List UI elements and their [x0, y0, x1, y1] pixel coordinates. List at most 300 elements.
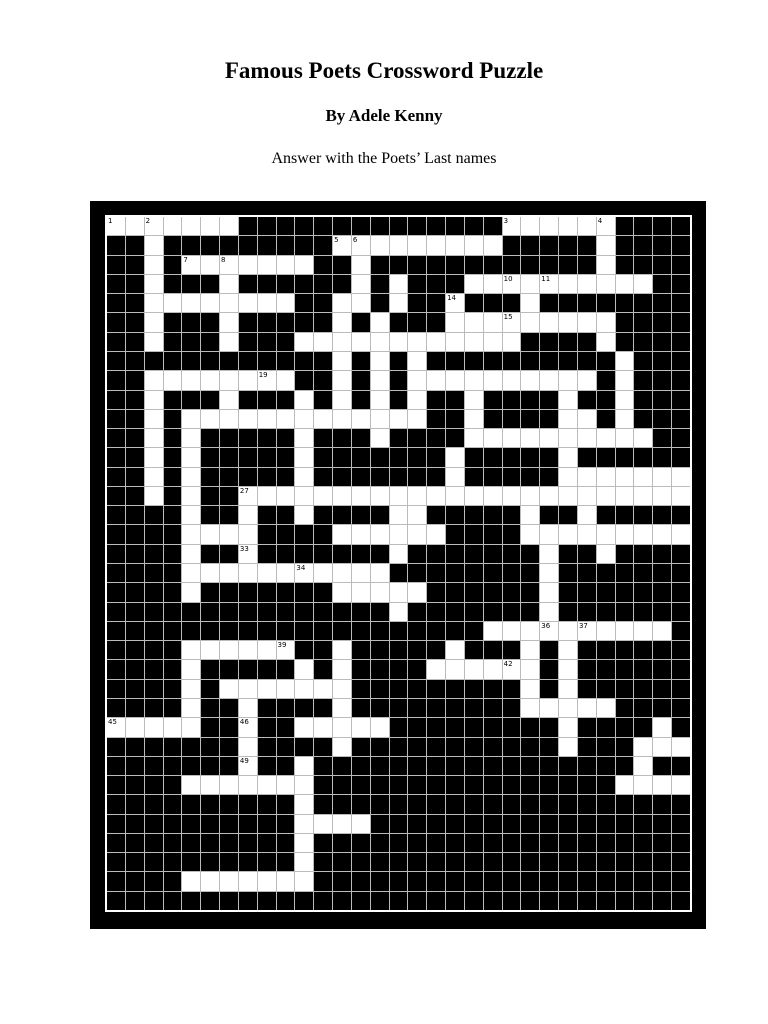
answer-cell[interactable] [408, 236, 426, 254]
answer-cell[interactable] [559, 525, 577, 543]
answer-cell[interactable] [371, 583, 389, 601]
answer-cell[interactable] [427, 525, 445, 543]
answer-cell[interactable] [597, 487, 615, 505]
answer-cell[interactable] [597, 429, 615, 447]
answer-cell[interactable] [559, 738, 577, 756]
answer-cell[interactable] [540, 622, 558, 640]
answer-cell[interactable] [333, 294, 351, 312]
answer-cell[interactable] [126, 718, 144, 736]
answer-cell[interactable] [314, 410, 332, 428]
answer-cell[interactable] [484, 236, 502, 254]
answer-cell[interactable] [333, 564, 351, 582]
answer-cell[interactable] [182, 680, 200, 698]
answer-cell[interactable] [521, 641, 539, 659]
answer-cell[interactable] [182, 660, 200, 678]
answer-cell[interactable] [540, 487, 558, 505]
answer-cell[interactable] [616, 468, 634, 486]
answer-cell[interactable] [239, 371, 257, 389]
answer-cell[interactable] [484, 313, 502, 331]
answer-cell[interactable] [521, 525, 539, 543]
answer-cell[interactable] [295, 795, 313, 813]
answer-cell[interactable] [201, 217, 219, 235]
answer-cell[interactable] [258, 487, 276, 505]
answer-cell[interactable] [634, 525, 652, 543]
answer-cell[interactable] [182, 564, 200, 582]
answer-cell[interactable] [446, 313, 464, 331]
answer-cell[interactable] [277, 776, 295, 794]
answer-cell[interactable] [521, 275, 539, 293]
answer-cell[interactable] [145, 718, 163, 736]
answer-cell[interactable] [446, 660, 464, 678]
answer-cell[interactable] [145, 294, 163, 312]
answer-cell[interactable] [295, 333, 313, 351]
answer-cell[interactable] [578, 217, 596, 235]
answer-cell[interactable] [597, 545, 615, 563]
answer-cell[interactable] [578, 410, 596, 428]
answer-cell[interactable] [540, 525, 558, 543]
answer-cell[interactable] [559, 699, 577, 717]
answer-cell[interactable] [578, 371, 596, 389]
answer-cell[interactable] [634, 275, 652, 293]
answer-cell[interactable] [672, 525, 690, 543]
answer-cell[interactable] [371, 333, 389, 351]
answer-cell[interactable] [164, 217, 182, 235]
answer-cell[interactable] [239, 545, 257, 563]
answer-cell[interactable] [220, 564, 238, 582]
answer-cell[interactable] [597, 275, 615, 293]
answer-cell[interactable] [484, 487, 502, 505]
answer-cell[interactable] [182, 506, 200, 524]
answer-cell[interactable] [672, 487, 690, 505]
answer-cell[interactable] [597, 333, 615, 351]
answer-cell[interactable] [465, 371, 483, 389]
answer-cell[interactable] [408, 391, 426, 409]
answer-cell[interactable] [314, 718, 332, 736]
answer-cell[interactable] [427, 333, 445, 351]
answer-cell[interactable] [578, 487, 596, 505]
answer-cell[interactable] [578, 313, 596, 331]
answer-cell[interactable] [465, 391, 483, 409]
answer-cell[interactable] [295, 853, 313, 871]
answer-cell[interactable] [258, 256, 276, 274]
answer-cell[interactable] [258, 564, 276, 582]
answer-cell[interactable] [220, 525, 238, 543]
answer-cell[interactable] [465, 275, 483, 293]
answer-cell[interactable] [371, 718, 389, 736]
answer-cell[interactable] [107, 718, 125, 736]
answer-cell[interactable] [314, 487, 332, 505]
answer-cell[interactable] [201, 294, 219, 312]
answer-cell[interactable] [540, 371, 558, 389]
answer-cell[interactable] [145, 313, 163, 331]
answer-cell[interactable] [333, 391, 351, 409]
answer-cell[interactable] [333, 352, 351, 370]
answer-cell[interactable] [295, 680, 313, 698]
answer-cell[interactable] [484, 333, 502, 351]
answer-cell[interactable] [634, 622, 652, 640]
answer-cell[interactable] [521, 313, 539, 331]
answer-cell[interactable] [201, 872, 219, 890]
answer-cell[interactable] [390, 333, 408, 351]
answer-cell[interactable] [559, 371, 577, 389]
answer-cell[interactable] [333, 333, 351, 351]
answer-cell[interactable] [427, 660, 445, 678]
answer-cell[interactable] [559, 313, 577, 331]
answer-cell[interactable] [145, 410, 163, 428]
answer-cell[interactable] [239, 525, 257, 543]
answer-cell[interactable] [390, 294, 408, 312]
answer-cell[interactable] [295, 815, 313, 833]
answer-cell[interactable] [371, 236, 389, 254]
answer-cell[interactable] [503, 333, 521, 351]
answer-cell[interactable] [258, 680, 276, 698]
answer-cell[interactable] [408, 506, 426, 524]
answer-cell[interactable] [277, 872, 295, 890]
answer-cell[interactable] [182, 294, 200, 312]
answer-cell[interactable] [503, 660, 521, 678]
answer-cell[interactable] [559, 641, 577, 659]
answer-cell[interactable] [465, 313, 483, 331]
answer-cell[interactable] [182, 583, 200, 601]
answer-cell[interactable] [540, 583, 558, 601]
answer-cell[interactable] [239, 757, 257, 775]
answer-cell[interactable] [182, 468, 200, 486]
answer-cell[interactable] [521, 622, 539, 640]
answer-cell[interactable] [201, 564, 219, 582]
answer-cell[interactable] [597, 313, 615, 331]
answer-cell[interactable] [220, 680, 238, 698]
answer-cell[interactable] [408, 583, 426, 601]
answer-cell[interactable] [408, 371, 426, 389]
answer-cell[interactable] [295, 564, 313, 582]
answer-cell[interactable] [295, 660, 313, 678]
answer-cell[interactable] [465, 236, 483, 254]
answer-cell[interactable] [559, 391, 577, 409]
answer-cell[interactable] [540, 545, 558, 563]
answer-cell[interactable] [220, 410, 238, 428]
answer-cell[interactable] [352, 236, 370, 254]
answer-cell[interactable] [521, 680, 539, 698]
answer-cell[interactable] [145, 217, 163, 235]
answer-cell[interactable] [220, 275, 238, 293]
answer-cell[interactable] [333, 660, 351, 678]
answer-cell[interactable] [446, 236, 464, 254]
answer-cell[interactable] [277, 641, 295, 659]
answer-cell[interactable] [258, 872, 276, 890]
answer-cell[interactable] [295, 429, 313, 447]
answer-cell[interactable] [408, 352, 426, 370]
answer-cell[interactable] [521, 371, 539, 389]
answer-cell[interactable] [333, 699, 351, 717]
answer-cell[interactable] [220, 776, 238, 794]
answer-cell[interactable] [390, 506, 408, 524]
answer-cell[interactable] [408, 333, 426, 351]
answer-cell[interactable] [672, 468, 690, 486]
answer-cell[interactable] [239, 506, 257, 524]
answer-cell[interactable] [653, 525, 671, 543]
answer-cell[interactable] [653, 487, 671, 505]
answer-cell[interactable] [220, 333, 238, 351]
answer-cell[interactable] [239, 776, 257, 794]
answer-cell[interactable] [277, 410, 295, 428]
answer-cell[interactable] [220, 371, 238, 389]
answer-cell[interactable] [239, 872, 257, 890]
answer-cell[interactable] [484, 371, 502, 389]
answer-cell[interactable] [484, 660, 502, 678]
answer-cell[interactable] [427, 236, 445, 254]
answer-cell[interactable] [371, 429, 389, 447]
answer-cell[interactable] [239, 564, 257, 582]
answer-cell[interactable] [239, 738, 257, 756]
answer-cell[interactable] [145, 487, 163, 505]
answer-cell[interactable] [408, 410, 426, 428]
answer-cell[interactable] [597, 622, 615, 640]
answer-cell[interactable] [145, 275, 163, 293]
answer-cell[interactable] [559, 660, 577, 678]
answer-cell[interactable] [333, 718, 351, 736]
answer-cell[interactable] [503, 313, 521, 331]
answer-cell[interactable] [145, 371, 163, 389]
answer-cell[interactable] [427, 371, 445, 389]
answer-cell[interactable] [182, 429, 200, 447]
answer-cell[interactable] [295, 448, 313, 466]
answer-cell[interactable] [371, 410, 389, 428]
answer-cell[interactable] [239, 699, 257, 717]
answer-cell[interactable] [578, 622, 596, 640]
answer-cell[interactable] [182, 371, 200, 389]
answer-cell[interactable] [465, 487, 483, 505]
answer-cell[interactable] [540, 217, 558, 235]
answer-cell[interactable] [503, 275, 521, 293]
answer-cell[interactable] [220, 641, 238, 659]
answer-cell[interactable] [634, 776, 652, 794]
answer-cell[interactable] [277, 564, 295, 582]
answer-cell[interactable] [616, 391, 634, 409]
answer-cell[interactable] [295, 256, 313, 274]
answer-cell[interactable] [145, 256, 163, 274]
answer-cell[interactable] [465, 410, 483, 428]
answer-cell[interactable] [503, 371, 521, 389]
answer-cell[interactable] [145, 236, 163, 254]
answer-cell[interactable] [559, 680, 577, 698]
answer-cell[interactable] [352, 487, 370, 505]
answer-cell[interactable] [408, 487, 426, 505]
answer-cell[interactable] [503, 622, 521, 640]
answer-cell[interactable] [616, 352, 634, 370]
answer-cell[interactable] [465, 333, 483, 351]
answer-cell[interactable] [239, 680, 257, 698]
answer-cell[interactable] [446, 641, 464, 659]
answer-cell[interactable] [201, 256, 219, 274]
answer-cell[interactable] [277, 294, 295, 312]
answer-cell[interactable] [352, 583, 370, 601]
answer-cell[interactable] [446, 333, 464, 351]
answer-cell[interactable] [559, 718, 577, 736]
answer-cell[interactable] [295, 776, 313, 794]
answer-cell[interactable] [672, 776, 690, 794]
answer-cell[interactable] [390, 487, 408, 505]
answer-cell[interactable] [333, 738, 351, 756]
answer-cell[interactable] [597, 699, 615, 717]
answer-cell[interactable] [220, 313, 238, 331]
answer-cell[interactable] [578, 525, 596, 543]
answer-cell[interactable] [634, 468, 652, 486]
answer-cell[interactable] [390, 236, 408, 254]
answer-cell[interactable] [503, 217, 521, 235]
answer-cell[interactable] [239, 256, 257, 274]
answer-cell[interactable] [503, 487, 521, 505]
answer-cell[interactable] [634, 429, 652, 447]
answer-cell[interactable] [295, 391, 313, 409]
answer-cell[interactable] [182, 872, 200, 890]
answer-cell[interactable] [239, 718, 257, 736]
answer-cell[interactable] [521, 487, 539, 505]
answer-cell[interactable] [333, 371, 351, 389]
answer-cell[interactable] [597, 525, 615, 543]
answer-cell[interactable] [182, 410, 200, 428]
answer-cell[interactable] [578, 699, 596, 717]
answer-cell[interactable] [182, 487, 200, 505]
answer-cell[interactable] [521, 429, 539, 447]
answer-cell[interactable] [521, 660, 539, 678]
answer-cell[interactable] [314, 333, 332, 351]
answer-cell[interactable] [371, 391, 389, 409]
answer-cell[interactable] [182, 545, 200, 563]
answer-cell[interactable] [616, 776, 634, 794]
answer-cell[interactable] [182, 256, 200, 274]
answer-cell[interactable] [390, 545, 408, 563]
answer-cell[interactable] [578, 275, 596, 293]
answer-cell[interactable] [390, 275, 408, 293]
answer-cell[interactable] [239, 487, 257, 505]
answer-cell[interactable] [333, 487, 351, 505]
answer-cell[interactable] [333, 410, 351, 428]
answer-cell[interactable] [371, 371, 389, 389]
answer-cell[interactable] [559, 275, 577, 293]
answer-cell[interactable] [653, 622, 671, 640]
answer-cell[interactable] [258, 641, 276, 659]
answer-cell[interactable] [559, 410, 577, 428]
answer-cell[interactable] [578, 506, 596, 524]
answer-cell[interactable] [653, 776, 671, 794]
answer-cell[interactable] [182, 699, 200, 717]
answer-cell[interactable] [446, 294, 464, 312]
answer-cell[interactable] [258, 410, 276, 428]
answer-cell[interactable] [333, 236, 351, 254]
answer-cell[interactable] [540, 313, 558, 331]
answer-cell[interactable] [164, 371, 182, 389]
answer-cell[interactable] [164, 294, 182, 312]
answer-cell[interactable] [616, 487, 634, 505]
answer-cell[interactable] [390, 583, 408, 601]
answer-cell[interactable] [616, 622, 634, 640]
answer-cell[interactable] [352, 275, 370, 293]
answer-cell[interactable] [295, 718, 313, 736]
answer-cell[interactable] [220, 872, 238, 890]
answer-cell[interactable] [352, 564, 370, 582]
answer-cell[interactable] [616, 371, 634, 389]
answer-cell[interactable] [540, 275, 558, 293]
answer-cell[interactable] [634, 757, 652, 775]
answer-cell[interactable] [653, 718, 671, 736]
answer-cell[interactable] [371, 564, 389, 582]
answer-cell[interactable] [201, 410, 219, 428]
answer-cell[interactable] [220, 294, 238, 312]
answer-cell[interactable] [333, 641, 351, 659]
answer-cell[interactable] [446, 371, 464, 389]
answer-cell[interactable] [559, 448, 577, 466]
answer-cell[interactable] [597, 256, 615, 274]
answer-cell[interactable] [295, 506, 313, 524]
answer-cell[interactable] [107, 217, 125, 235]
answer-cell[interactable] [352, 815, 370, 833]
answer-cell[interactable] [559, 622, 577, 640]
answer-cell[interactable] [201, 371, 219, 389]
answer-cell[interactable] [126, 217, 144, 235]
answer-cell[interactable] [540, 699, 558, 717]
answer-cell[interactable] [182, 718, 200, 736]
answer-cell[interactable] [390, 410, 408, 428]
answer-cell[interactable] [352, 525, 370, 543]
answer-cell[interactable] [220, 391, 238, 409]
answer-cell[interactable] [295, 757, 313, 775]
answer-cell[interactable] [484, 622, 502, 640]
answer-cell[interactable] [333, 680, 351, 698]
answer-cell[interactable] [578, 429, 596, 447]
answer-cell[interactable] [352, 294, 370, 312]
answer-cell[interactable] [314, 680, 332, 698]
answer-cell[interactable] [277, 680, 295, 698]
answer-cell[interactable] [145, 333, 163, 351]
answer-cell[interactable] [559, 429, 577, 447]
answer-cell[interactable] [540, 603, 558, 621]
answer-cell[interactable] [145, 468, 163, 486]
answer-cell[interactable] [521, 217, 539, 235]
answer-cell[interactable] [634, 738, 652, 756]
answer-cell[interactable] [295, 487, 313, 505]
answer-cell[interactable] [295, 410, 313, 428]
answer-cell[interactable] [239, 294, 257, 312]
answer-cell[interactable] [597, 468, 615, 486]
answer-cell[interactable] [484, 429, 502, 447]
answer-cell[interactable] [540, 564, 558, 582]
answer-cell[interactable] [220, 256, 238, 274]
answer-cell[interactable] [295, 468, 313, 486]
answer-cell[interactable] [597, 236, 615, 254]
answer-cell[interactable] [521, 294, 539, 312]
answer-cell[interactable] [559, 487, 577, 505]
answer-cell[interactable] [182, 641, 200, 659]
answer-cell[interactable] [390, 603, 408, 621]
answer-cell[interactable] [578, 468, 596, 486]
answer-cell[interactable] [465, 429, 483, 447]
answer-cell[interactable] [352, 718, 370, 736]
answer-cell[interactable] [145, 429, 163, 447]
answer-cell[interactable] [333, 583, 351, 601]
answer-cell[interactable] [182, 217, 200, 235]
answer-cell[interactable] [653, 738, 671, 756]
answer-cell[interactable] [446, 468, 464, 486]
answer-cell[interactable] [503, 429, 521, 447]
answer-cell[interactable] [333, 815, 351, 833]
answer-cell[interactable] [371, 352, 389, 370]
answer-cell[interactable] [371, 313, 389, 331]
answer-cell[interactable] [239, 641, 257, 659]
answer-cell[interactable] [201, 641, 219, 659]
answer-cell[interactable] [182, 448, 200, 466]
answer-cell[interactable] [182, 525, 200, 543]
answer-cell[interactable] [616, 410, 634, 428]
